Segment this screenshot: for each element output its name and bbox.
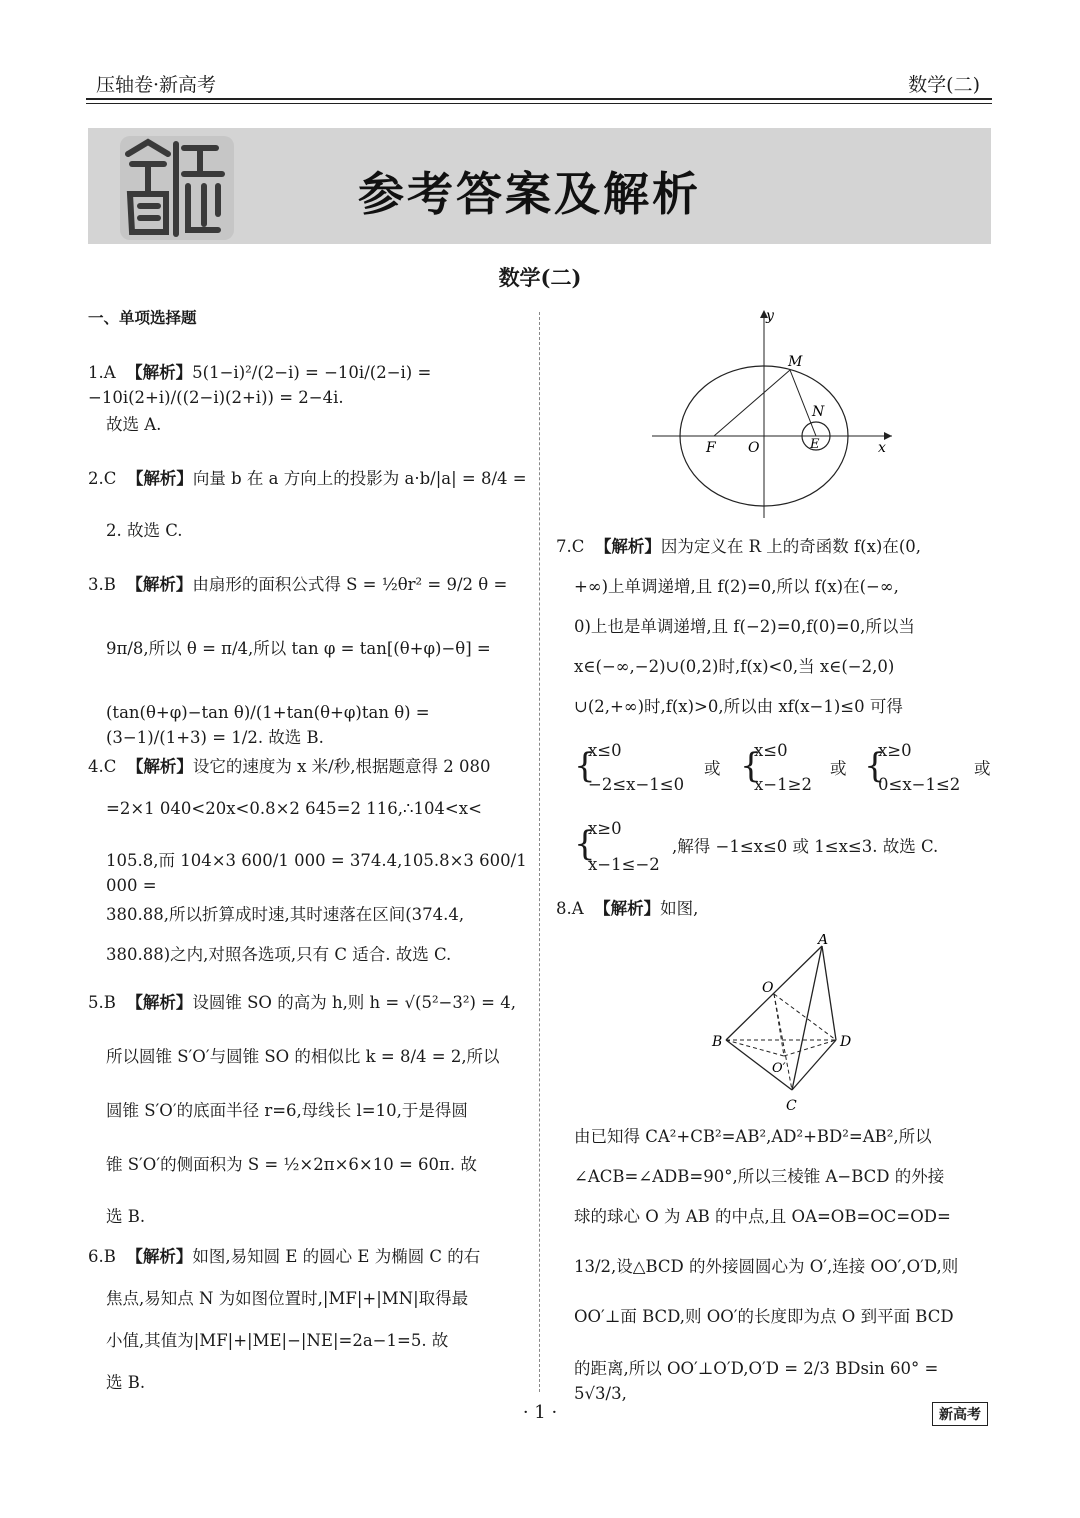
q6-line3: 小值,其值为|MF|+|ME|−|NE|=2a−1=5. 故 xyxy=(106,1331,449,1350)
q7-num: 7.C xyxy=(556,537,585,556)
label-d: D xyxy=(840,1034,852,1050)
q7-system4 xyxy=(574,814,994,884)
q8-line1: 如图, xyxy=(660,899,699,918)
q6 xyxy=(88,1244,480,1269)
label-b: B xyxy=(712,1034,723,1050)
q8-tag: 【解析】 xyxy=(594,899,661,918)
ellipse-figure xyxy=(652,306,902,522)
header-right: 数学(二) xyxy=(908,74,980,96)
q2-tag: 【解析】 xyxy=(126,469,193,488)
subject-title: 数学(二) xyxy=(498,265,582,290)
label-o: O xyxy=(748,440,760,456)
q4 xyxy=(88,754,490,779)
q5-line5: 选 B. xyxy=(106,1207,146,1226)
q8-line2: 由已知得 CA²+CB²=AB²,AD²+BD²=AB²,所以 xyxy=(574,1127,932,1146)
segment-od xyxy=(774,994,836,1040)
q2-num: 2.C xyxy=(88,469,117,488)
q3-tag: 【解析】 xyxy=(126,575,193,594)
q1 xyxy=(88,360,528,410)
q7-line3: 0)上也是单调递增,且 f(−2)=0,f(0)=0,所以当 xyxy=(574,617,915,636)
title-banner xyxy=(88,128,991,244)
label-x: x xyxy=(878,440,886,456)
q1-end: 故选 A. xyxy=(106,415,162,434)
edge-ab xyxy=(726,946,822,1040)
q4-tag: 【解析】 xyxy=(126,757,193,776)
q8-line4: 球的球心 O 为 AB 的中点,且 OA=OB=OC=OD= xyxy=(574,1207,951,1226)
sys2-b: x−1≥2 xyxy=(754,775,812,794)
footer-badge: 新高考 xyxy=(932,1402,988,1426)
or-1: 或 xyxy=(704,759,721,778)
q3-num: 3.B xyxy=(88,575,116,594)
q6-num: 6.B xyxy=(88,1247,116,1266)
section-heading: 一、单项选择题 xyxy=(88,309,197,327)
q5-line3: 圆锥 S′O′的底面半径 r=6,母线长 l=10,于是得圆 xyxy=(106,1101,468,1120)
label-o: O xyxy=(762,980,774,996)
q7 xyxy=(556,534,921,559)
q1-num: 1.A xyxy=(88,363,116,382)
edge-dc xyxy=(792,1040,836,1090)
label-f: F xyxy=(706,440,716,456)
q7-line1: 因为定义在 R 上的奇函数 f(x)在(0, xyxy=(660,537,921,556)
q7-line2: +∞)上单调递增,且 f(2)=0,所以 f(x)在(−∞, xyxy=(574,577,899,596)
x-arrow-icon xyxy=(884,432,892,440)
q4-line3: 105.8,而 104×3 600/1 000 = 374.4,105.8×3 600/1 000 = xyxy=(106,851,527,895)
page-number: · 1 · xyxy=(522,1402,558,1423)
or-3: 或 xyxy=(974,759,991,778)
q2-text: 向量 b 在 a 方向上的投影为 a·b/|a| = 8/4 = xyxy=(192,469,527,488)
q4-line1: 设它的速度为 x 米/秒,根据题意得 2 080 xyxy=(192,757,491,776)
q2 xyxy=(88,466,527,491)
column-divider xyxy=(539,312,540,1392)
q4-num: 4.C xyxy=(88,757,117,776)
q8-num: 8.A xyxy=(556,899,584,918)
q7-tag: 【解析】 xyxy=(594,537,661,556)
segment-me xyxy=(790,370,816,436)
q3-line3: (tan(θ+φ)−tan θ)/(1+tan(θ+φ)tan θ) = (3−1)/(1+3) = 1/2. 故选 B. xyxy=(106,703,430,747)
q5-line4: 锥 S′O′的侧面积为 S = ½×2π×6×10 = 60π. 故 xyxy=(106,1155,477,1174)
label-a: A xyxy=(818,934,829,948)
sys1-a: x≤0 xyxy=(588,741,622,760)
label-o-prime: O′ xyxy=(772,1061,786,1076)
label-m: M xyxy=(788,354,803,370)
sys1-b: −2≤x−1≤0 xyxy=(588,775,685,794)
seal-logo xyxy=(118,134,236,242)
q7-line4: x∈(−∞,−2)∪(0,2)时,f(x)<0,当 x∈(−2,0) xyxy=(574,657,895,676)
q8-line5: 13/2,设△BCD 的外接圆圆心为 O′,连接 OO′,O′D,则 xyxy=(574,1257,959,1276)
brace-icon: { xyxy=(574,824,596,864)
q6-line1: 如图,易知圆 E 的圆心 E 为椭圆 C 的右 xyxy=(192,1247,481,1266)
sys3-b: 0≤x−1≤2 xyxy=(878,775,961,794)
q7-systems xyxy=(574,736,994,806)
edge-ac xyxy=(792,946,822,1090)
q2-end: 2. 故选 C. xyxy=(106,521,183,540)
brace-icon: { xyxy=(864,746,886,786)
q4-line5: 380.88)之内,对照各选项,只有 C 适合. 故选 C. xyxy=(106,945,452,964)
segment-mf xyxy=(714,370,790,436)
tetrahedron-figure xyxy=(706,934,856,1114)
q3-line1: 由扇形的面积公式得 S = ½θr² = 9/2 θ = xyxy=(192,575,508,594)
q6-line2: 焦点,易知点 N 为如图位置时,|MF|+|MN|取得最 xyxy=(106,1289,469,1308)
label-n: N xyxy=(812,404,825,420)
sys2-a: x≤0 xyxy=(754,741,788,760)
sys3-a: x≥0 xyxy=(878,741,912,760)
q1-text: 5(1−i)²/(2−i) = −10i/(2−i) = −10i(2+i)/((2−i)(2+i)) = 2−4i. xyxy=(88,363,432,407)
sys4-a: x≥0 xyxy=(588,819,622,838)
brace-icon: { xyxy=(740,746,762,786)
header-rule xyxy=(86,98,992,100)
sys4-b: x−1≤−2 xyxy=(588,855,660,874)
q4-line4: 380.88,所以折算成时速,其时速落在区间(374.4, xyxy=(106,905,465,924)
segment-bo2 xyxy=(726,1040,784,1056)
q8-line6: OO′⊥面 BCD,则 OO′的长度即为点 O 到平面 BCD xyxy=(574,1307,954,1326)
q1-tag: 【解析】 xyxy=(126,363,193,382)
q4-line2: =2×1 040<20x<0.8×2 645=2 116,∴104<x< xyxy=(106,799,482,818)
q8-line7: 的距离,所以 OO′⊥O′D,O′D = 2/3 BDsin 60° = 5√3/3, xyxy=(574,1359,939,1403)
header-rule-thin xyxy=(86,103,992,104)
label-c: C xyxy=(786,1098,797,1114)
q6-tag: 【解析】 xyxy=(126,1247,193,1266)
brace-icon: { xyxy=(574,746,596,786)
q8-line3: ∠ACB=∠ADB=90°,所以三棱锥 A−BCD 的外接 xyxy=(574,1167,945,1186)
or-2: 或 xyxy=(830,759,847,778)
q5-line2: 所以圆锥 S′O′与圆锥 SO 的相似比 k = 8/4 = 2,所以 xyxy=(106,1047,500,1066)
q5-num: 5.B xyxy=(88,993,116,1012)
q7-line6: ,解得 −1≤x≤0 或 1≤x≤3. 故选 C. xyxy=(672,837,939,856)
q5-line1: 设圆锥 SO 的高为 h,则 h = √(5²−3²) = 4, xyxy=(192,993,516,1012)
q3-line2: 9π/8,所以 θ = π/4,所以 tan φ = tan[(θ+φ)−θ] = xyxy=(106,639,491,658)
label-e: E xyxy=(810,437,820,452)
q6-line4: 选 B. xyxy=(106,1373,146,1392)
header-left: 压轴卷·新高考 xyxy=(96,74,217,96)
q5 xyxy=(88,990,516,1015)
q8 xyxy=(556,896,698,921)
q3 xyxy=(88,572,507,597)
banner-title: 参考答案及解析 xyxy=(358,167,701,221)
edge-ad xyxy=(822,946,836,1040)
q5-tag: 【解析】 xyxy=(126,993,193,1012)
q7-line5: ∪(2,+∞)时,f(x)>0,所以由 xf(x−1)≤0 可得 xyxy=(574,697,903,716)
label-y: y xyxy=(766,308,774,324)
